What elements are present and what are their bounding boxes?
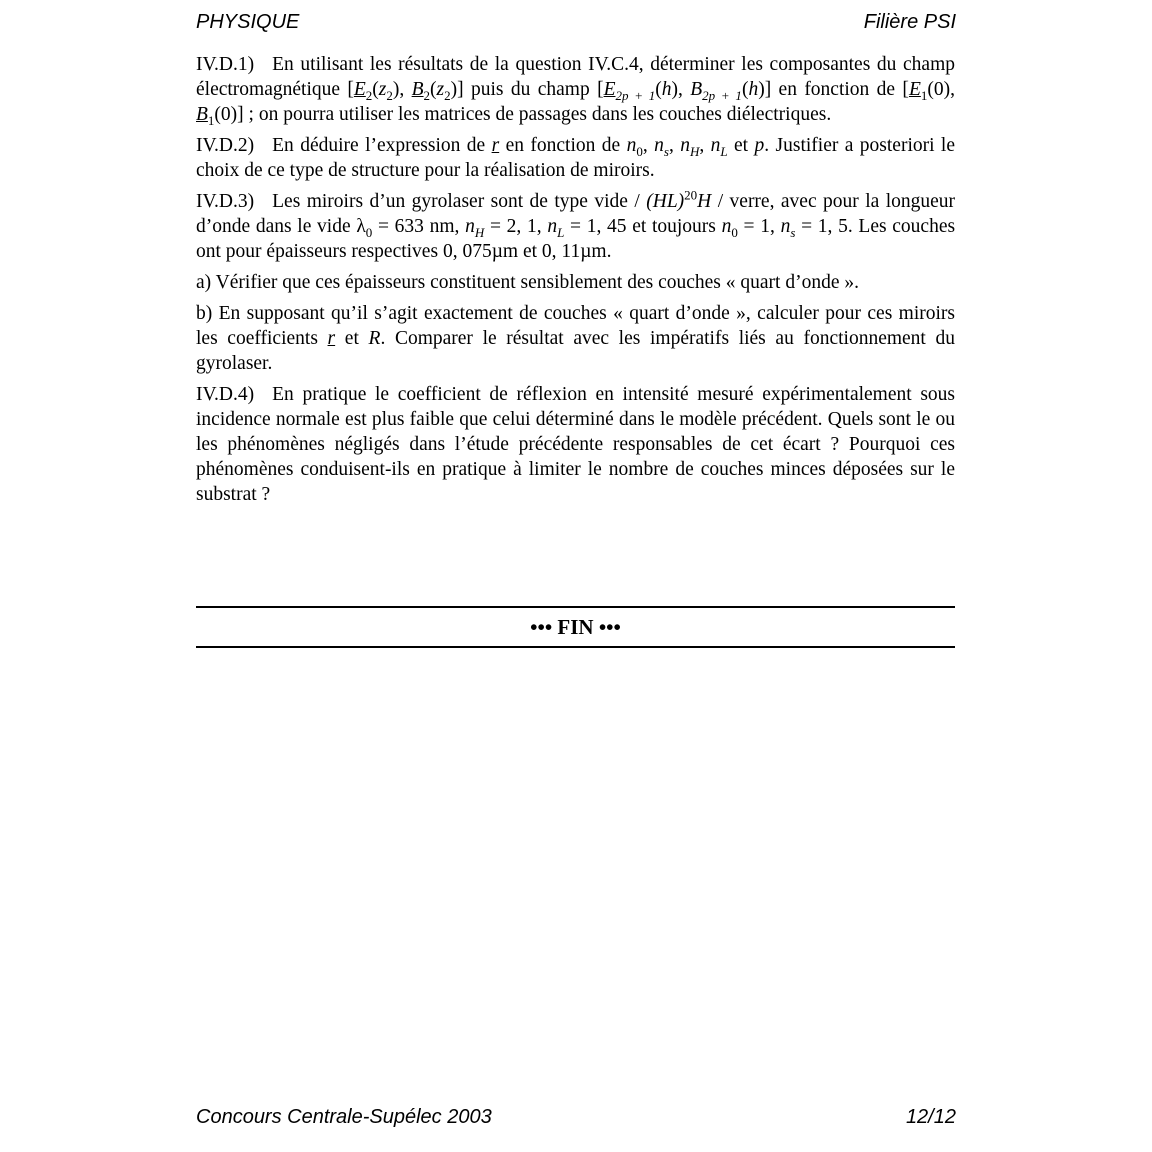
question-IV-D-4: IV.D.4) En pratique le coefficient de réflexion en intensité mesuré expérimentalement sous incidence normale est plus faible que celui déterminé dans le modèle précédent. Quels sont le ou les phénomènes négligés dans l’étude précédente responsables de cet écart ? Pourquoi ces phénomènes conduisent-ils en pratique à limiter le nombre de couches minces déposées sur le substrat ? (196, 384, 955, 505)
footer-page-number: 12/12 (905, 1106, 956, 1128)
header-track: Filière PSI (863, 11, 956, 33)
question-a: a) Vérifier que ces épaisseurs constituent sensiblement des couches « quart d’onde ». (196, 272, 859, 293)
end-marker-text: ••• FIN ••• (530, 614, 621, 639)
question-label: IV.D.2) (196, 135, 255, 156)
header-subject: PHYSIQUE (196, 11, 300, 33)
question-IV-D-3: IV.D.3) Les miroirs d’un gyrolaser sont de type vide / (HL)$^{20}$H / verre, avec pour la longueur d’onde dans le vide $\lambda_0 = 633$ nm, $n_H = 2$, 1, $n_L = 1$, 45 et toujours $n_0 = 1$, $n_s = 1$, 5. Les couches ont pour épaisseurs respectives 0, 075µm et 0, 11µm. (196, 187, 956, 262)
footer-contest: Concours Centrale-Supélec 2003 (196, 1106, 492, 1128)
question-IV-D-2: IV.D.2) En déduire l’expression de r en fonction de $n_0$, $n_s$, $n_H$, $n_L$ et p. Justifier a posteriori le choix de ce type de structure pour la réalisation de miroirs. (196, 135, 956, 181)
exam-body (196, 52, 955, 513)
page-footer (196, 1106, 956, 1129)
question-label: IV.D.3) (196, 191, 255, 212)
question-b: b) En supposant qu’il s’agit exactement de couches « quart d’onde », calculer pour ces miroirs les coefficients r et R. Comparer le résultat avec les impératifs liés au fonctionnement du gyrolaser. (196, 303, 955, 374)
page-header (196, 11, 956, 34)
question-label: IV.D.4) (196, 384, 255, 405)
question-IV-D-1: IV.D.1) En utilisant les résultats de la question IV.C.4, déterminer les composantes du champ électromagnétique [$E_2(z_2)$, $B_2(z_2)$] puis du champ [$E_{2p + 1}(h)$, $B_{2p + 1}(h)$] en fonction de [$E_1(0)$, $B_1(0)$] ; on pourra utiliser les matrices de passages dans les couches diélectriques. (196, 54, 955, 128)
end-marker (196, 606, 955, 648)
question-label: IV.D.1) (196, 54, 255, 75)
